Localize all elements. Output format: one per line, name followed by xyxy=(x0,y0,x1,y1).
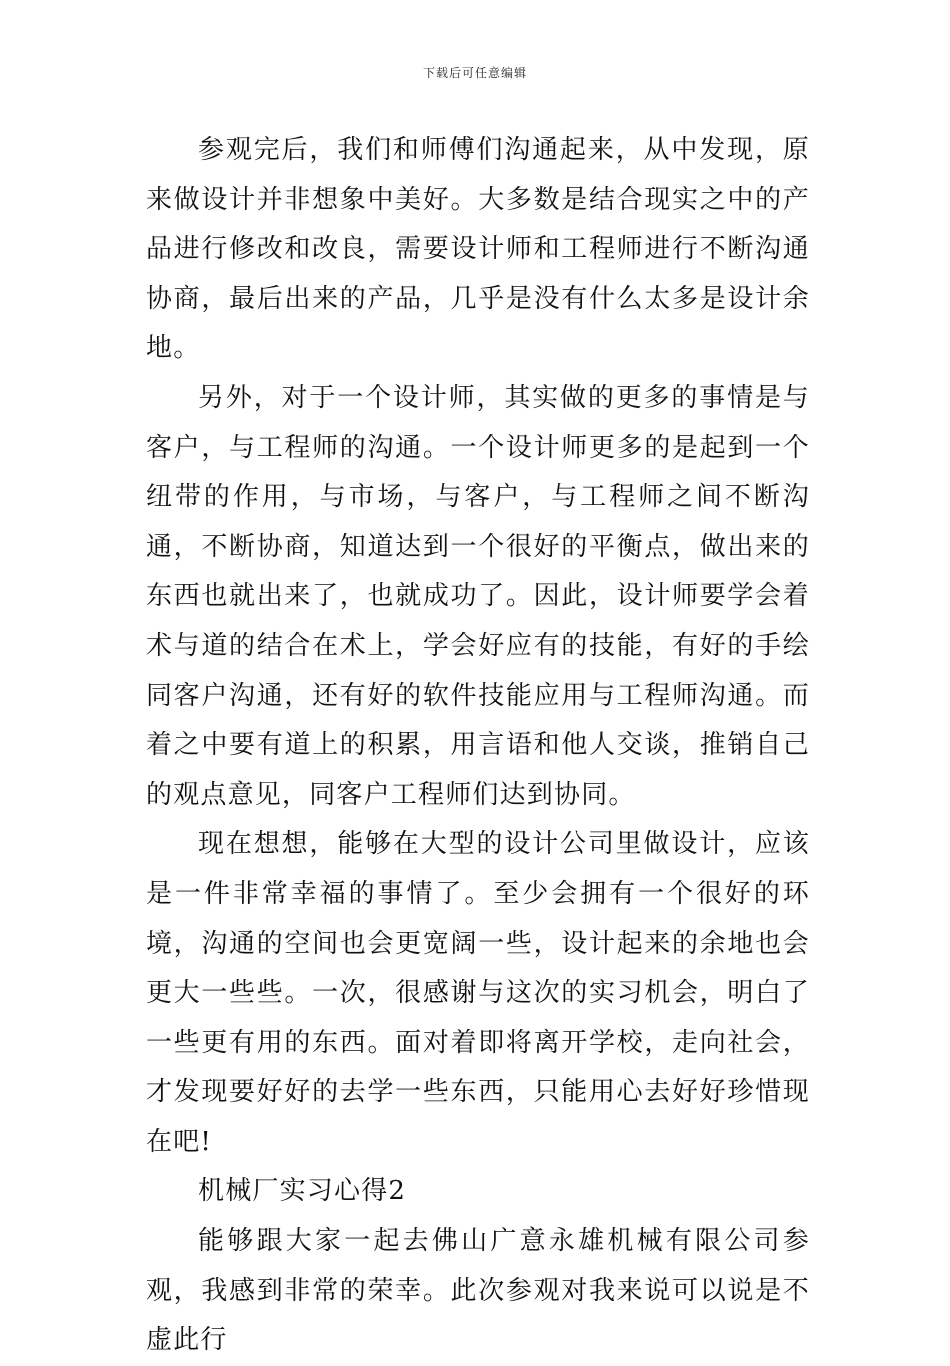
paragraph: 现在想想，能够在大型的设计公司里做设计，应该是一件非常幸福的事情了。至少会拥有一个很好的环境，沟通的空间也会更宽阔一些，设计起来的余地也会更大一些些。一次，很感谢与这次的实习机会，明白了一些更有用的东西。面对着即将离开学校，走向社会，才发现要好好的去学一些东西，只能用心去好好珍惜现在吧! xyxy=(146,829,810,1157)
paragraph: 另外，对于一个设计师，其实做的更多的事情是与客户，与工程师的沟通。一个设计师更多的是起到一个纽带的作用，与市场，与客户，与工程师之间不断沟通，不断协商，知道达到一个很好的平衡点，做出来的东西也就出来了，也就成功了。因此，设计师要学会着术与道的结合在术上，学会好应有的技能，有好的手绘同客户沟通，还有好的软件技能应用与工程师沟通。而着之中要有道上的积累，用言语和他人交谈，推销自己的观点意见，同客户工程师们达到协同。 xyxy=(146,382,810,810)
document-body xyxy=(146,126,810,1366)
paragraph: 参观完后，我们和师傅们沟通起来，从中发现，原来做设计并非想象中美好。大多数是结合现实之中的产品进行修改和改良，需要设计师和工程师进行不断沟通协商，最后出来的产品，几乎是没有什么太多是设计余地。 xyxy=(146,135,810,364)
page-header-note: 下载后可任意编辑 xyxy=(422,66,527,80)
paragraph: 能够跟大家一起去佛山广意永雄机械有限公司参观，我感到非常的荣幸。此次参观对我来说可以说是不虚此行 xyxy=(146,1226,810,1356)
section-heading: 机械厂实习心得2 xyxy=(198,1176,407,1207)
